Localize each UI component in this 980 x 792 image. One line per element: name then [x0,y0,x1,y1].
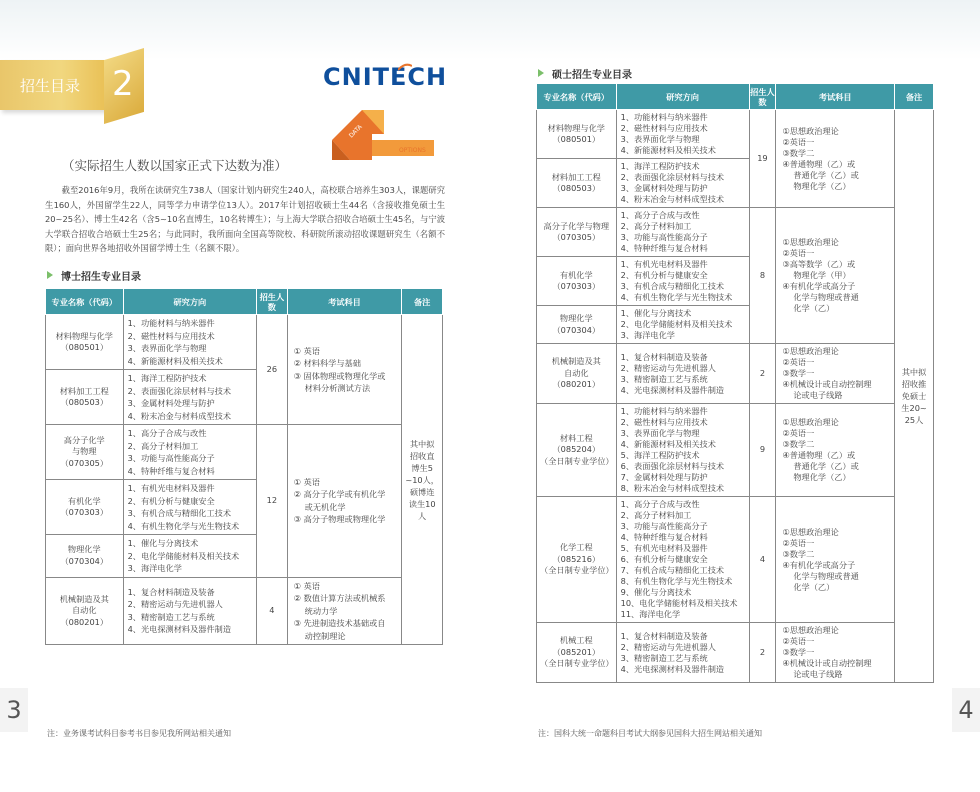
exam-subject-item: ①思想政治理论 [782,526,839,537]
research-direction-cell [616,159,749,208]
enrollment-count-cell: 8 [749,208,776,344]
cnitech-logo: CNITECH [323,63,448,91]
major-name-cell [46,480,124,535]
major-name-cell [537,110,617,159]
research-direction-item: 3、海洋电化学 [127,563,182,573]
major-name-line: 机械工程 [559,635,593,646]
research-direction-item: 10、电化学储能材料及相关技术 [620,598,738,608]
exam-subject-item: ④普通物理（乙）或 [782,450,856,460]
research-direction-cell [616,306,749,344]
exam-subject-item: 或无机化学 [304,501,346,512]
logo-swoosh-icon [398,63,412,71]
exam-subjects-cell [287,315,402,425]
research-direction-item: 1、高分子合成与改性 [127,428,207,438]
major-name-line: （080503） [60,397,109,407]
phd-section-title [47,268,141,283]
page-number-right: 4 [952,688,980,732]
major-name-line: （080501） [60,342,109,352]
major-name-line: 机械制造及其 [59,593,109,604]
major-name-line: 化学工程 [559,542,593,553]
research-direction-cell [123,535,257,578]
exam-subject-item: ④机械设计或自动控制理 [782,379,872,389]
phd-section-title-text: 博士招生专业目录 [61,272,141,283]
research-direction-item: 3、金属材料处理与防护 [620,183,708,193]
exam-subjects-cell [776,110,895,208]
major-name-line: 物理化学 [559,313,593,323]
col-header-direction: 研究方向 [616,84,749,110]
research-direction-cell [616,497,749,623]
exam-subject-item: ①思想政治理论 [782,417,839,427]
exam-subject-item: ③高等数学（乙）或 [782,259,856,269]
research-direction-cell [123,425,257,480]
research-direction-item: 4、光电探测材料及器件制造 [127,624,232,635]
data-options-arrow-graphic [322,100,452,175]
exam-subject-item: ③ 固体物理或物理化学或 [293,370,386,381]
enrollment-count-cell: 12 [257,425,288,578]
research-direction-item: 1、海洋工程防护技术 [620,161,700,171]
major-name-line: （070304） [552,324,601,335]
exam-subject-item: ③数学二 [782,548,815,559]
exam-subject-item: ③ 先进制造技术基础或自 [293,618,386,628]
research-direction-item: 11、海洋电化学 [620,609,681,619]
table-row [46,425,443,480]
exam-subjects-cell [776,404,895,497]
research-direction-item: 3、有机合成与精细化工技术 [127,508,232,518]
exam-subject-item: ②英语一 [782,248,815,258]
remark-line: 其中拟 [901,367,927,377]
major-name-line: 材料工程 [559,432,593,443]
col-header-exam: 考试科目 [287,289,402,315]
page-subtitle: （实际招生人数以国家正式下达数为准） [62,158,288,173]
major-name-cell [46,577,124,645]
remark-line: 读生10 [408,498,436,509]
major-name-cell [537,404,617,497]
section-tag-label: 招生目录 [20,77,81,95]
master-section-title [538,66,632,81]
research-direction-item: 3、精密制造工艺与系统 [620,373,708,384]
exam-subjects-cell [287,577,402,645]
exam-subject-item: ④有机化学或高分子 [782,559,856,570]
research-direction-item: 3、金属材料处理与防护 [127,398,215,408]
col-header-note: 备注 [895,84,934,110]
major-name-line: 有机化学 [559,269,593,280]
exam-subject-item: 物理化学（乙） [793,472,851,482]
phd-catalog-table [45,288,443,645]
major-name-line: 有机化学 [67,495,101,506]
research-direction-item: 1、功能材料与纳米器件 [620,406,708,416]
research-direction-item: 2、精密运动与先进机器人 [127,599,223,610]
master-section-title-text: 硕士招生专业目录 [552,70,632,81]
exam-subject-item: ① 英语 [293,345,320,356]
major-name-line: （085201） [552,646,601,657]
major-name-cell [537,257,617,306]
major-name-line: （全日制专业学位） [540,565,614,576]
table-row [537,623,934,683]
major-name-line: 材料加工工程 [59,385,109,396]
remark-line: 人 [418,510,427,521]
research-direction-item: 8、粉末冶金与材料成型技术 [620,483,725,493]
research-direction-cell [616,344,749,404]
research-direction-item: 3、功能与高性能高分子 [620,521,708,531]
major-name-cell [537,497,617,623]
major-name-line: 自动化 [564,367,589,378]
research-direction-item: 6、表面强化涂层材料与技术 [620,461,725,471]
major-name-line: 高分子化学 [63,434,105,445]
table-row [537,110,934,159]
research-direction-item: 3、海洋电化学 [620,330,675,340]
research-direction-item: 7、有机合成与精细化工技术 [620,565,725,575]
research-direction-item: 1、有机光电材料及器件 [127,483,215,493]
research-direction-item: 1、高分子合成与改性 [620,210,700,220]
exam-subject-item: ①思想政治理论 [782,125,839,136]
research-direction-item: 5、有机光电材料及器件 [620,543,708,553]
major-name-line: （080501） [552,134,601,144]
exam-subject-item: ④普通物理（乙）或 [782,158,856,169]
major-name-cell [537,208,617,257]
col-header-exam: 考试科目 [776,84,895,110]
research-direction-cell [616,257,749,306]
exam-subject-item: ③数学二 [782,147,815,158]
exam-subject-item: 化学与物理或普通 [793,570,859,581]
exam-subjects-cell [287,425,402,578]
exam-subject-item: 统动力学 [304,605,338,616]
exam-subjects-cell [776,208,895,344]
major-name-line: （070303） [552,281,601,291]
exam-subject-item: ④有机化学或高分子 [782,281,856,291]
exam-subject-item: 物理化学（甲） [793,270,851,280]
research-direction-item: 2、磁性材料与应用技术 [620,417,708,427]
research-direction-item: 1、复合材料制造及装备 [620,630,708,641]
major-name-cell [46,370,124,425]
major-name-line: 物理化学 [67,544,101,555]
major-name-line: （080201） [552,379,601,390]
remark-line: 招收推 [901,379,927,389]
major-name-cell [537,159,617,208]
research-direction-cell [123,480,257,535]
research-direction-item: 3、精密制造工艺与系统 [127,611,215,622]
exam-subject-item: ① 英语 [293,580,320,591]
remark-line: 其中拟 [409,438,435,449]
exam-subject-item: ②英语一 [782,636,815,646]
major-name-cell [46,535,124,578]
research-direction-item: 3、表界面化学与物理 [620,428,700,438]
enrollment-count-cell: 2 [749,344,776,404]
exam-subject-item: 化学（乙） [793,303,835,313]
phd-footnote: 注：业务课考试科目参考书目参见我所网站相关通知 [47,729,231,738]
research-direction-item: 4、新能源材料及相关技术 [127,355,223,366]
exam-subject-item: 化学（乙） [793,581,835,592]
exam-subject-item: 化学与物理或普通 [793,292,859,302]
phd-table-header-row [46,289,443,315]
major-name-line: （070304） [60,555,109,566]
col-header-count: 招生人数 [257,289,288,315]
major-name-line: （085216） [552,553,601,564]
major-name-line: 材料物理与化学 [55,330,113,341]
remarks-cell [402,315,443,645]
research-direction-item: 1、功能材料与纳米器件 [620,112,708,122]
research-direction-item: 4、特种纤维与复合材料 [620,532,708,542]
remark-line: 25人 [904,415,924,425]
research-direction-item: 1、复合材料制造及装备 [620,351,708,362]
exam-subject-item: ④机械设计或自动控制理 [782,658,872,668]
intro-paragraph: 截至2016年9月，我所在读研究生738人（国家计划内研究生240人，高校联合培养生303人，课题研究生160人，外国留学生22人，同等学力申请学位13人）。2017年计划招收硕士生44名（含接收推免硕士生20~25名）、博士生42名（含5~10名直博生，10名转博生）；与上海大学联合招收合培硕士生45名，与宁波大学联合招收合培硕士生25名；与此同时，我所面向全国高等院校、科研院所滚动招收课题研究生（名额不限）；面向世界各地招收外国留学博士生（名额不限）。 [45,185,445,253]
major-name-cell [537,623,617,683]
research-direction-item: 2、精密运动与先进机器人 [620,362,716,373]
table-row [46,577,443,645]
research-direction-item: 2、有机分析与健康安全 [620,270,708,280]
research-direction-cell [123,577,257,645]
research-direction-item: 2、表面强化涂层材料与技术 [620,172,725,182]
section-tag-number: 2 [112,64,134,104]
remark-line: 免硕士 [901,391,927,401]
research-direction-item: 4、粉末冶金与材料成型技术 [127,410,232,421]
major-name-line: 机械制造及其 [551,356,601,367]
col-header-direction: 研究方向 [123,289,257,315]
major-name-line: 与物理 [71,446,97,457]
research-direction-item: 4、光电探测材料及器件制造 [620,384,725,395]
exam-subject-item: 论或电子线路 [793,390,843,400]
research-direction-item: 2、高分子材料加工 [620,221,692,231]
major-name-line: 自动化 [71,605,97,615]
research-direction-item: 4、新能源材料及相关技术 [620,145,716,155]
remark-line: 硕博连 [409,486,435,497]
major-name-line: （070305） [552,232,601,242]
major-name-line: （070303） [60,507,109,517]
page-number-left: 3 [0,688,28,732]
research-direction-item: 4、新能源材料及相关技术 [620,439,716,449]
research-direction-item: 9、催化与分离技术 [620,587,692,597]
research-direction-item: 3、精密制造工艺与系统 [620,652,708,663]
research-direction-item: 1、海洋工程防护技术 [127,373,207,383]
remark-line: 博生5 [411,462,433,473]
research-direction-item: 7、金属材料处理与防护 [620,472,708,482]
enrollment-count-cell: 19 [749,110,776,208]
major-name-cell [46,425,124,480]
exam-subjects-cell [776,623,895,683]
remark-line: 招收直 [409,450,435,461]
research-direction-item: 2、有机分析与健康安全 [127,495,215,506]
research-direction-cell [616,110,749,159]
exam-subject-item: 材料分析测试方法 [304,383,371,393]
exam-subject-item: ① 英语 [293,476,320,487]
exam-subject-item: 论或电子线路 [793,669,843,679]
major-name-line: （070305） [60,457,109,468]
exam-subject-item: ①思想政治理论 [782,237,839,247]
exam-subject-item: ③ 高分子物理或物理化学 [293,514,386,525]
exam-subject-item: 普通化学（乙）或 [793,461,859,471]
major-name-cell [537,306,617,344]
master-catalog-table [536,83,934,683]
col-header-major: 专业名称（代码） [46,289,124,315]
major-name-line: （全日制专业学位） [540,658,614,669]
exam-subjects-cell [776,344,895,404]
exam-subject-item: 普通化学（乙）或 [793,169,859,180]
table-row [537,344,934,404]
enrollment-count-cell: 26 [257,315,288,425]
research-direction-item: 4、特种纤维与复合材料 [127,465,215,476]
bullet-triangle-icon [538,69,544,77]
table-row [537,208,934,257]
exam-subject-item: ② 材料科学与基础 [293,358,361,368]
research-direction-item: 3、有机合成与精细化工技术 [620,281,725,291]
research-direction-item: 1、功能材料与纳米器件 [127,318,215,328]
research-direction-cell [616,404,749,497]
table-row [537,404,934,497]
research-direction-item: 8、有机生物化学与光生物技术 [620,576,733,586]
col-header-count: 招生人数 [749,84,776,110]
research-direction-item: 4、光电探测材料及器件制造 [620,663,725,674]
research-direction-item: 3、表界面化学与物理 [127,343,207,353]
research-direction-item: 2、磁性材料与应用技术 [620,123,708,133]
col-header-major: 专业名称（代码） [537,84,617,110]
exam-subject-item: ①思想政治理论 [782,625,839,635]
remarks-cell [895,110,934,683]
exam-subject-item: ③数学二 [782,439,815,449]
arrow-label-data: DATA [347,123,364,140]
research-direction-item: 1、复合材料制造及装备 [127,586,215,597]
remark-line: ~10人， [405,474,439,485]
remark-line: 生20~ [901,403,927,413]
research-direction-item: 4、特种纤维与复合材料 [620,243,708,253]
major-name-line: （080201） [60,616,109,627]
exam-subject-item: ②英语一 [782,537,815,548]
arrow-decoration-icon [322,100,452,175]
research-direction-item: 1、有机光电材料及器件 [620,259,708,269]
bullet-triangle-icon [47,271,53,279]
exam-subjects-cell [776,497,895,623]
master-table-header-row [537,84,934,110]
research-direction-item: 4、粉末冶金与材料成型技术 [620,194,725,204]
research-direction-item: 2、表面强化涂层材料与技术 [127,385,232,396]
research-direction-item: 3、功能与高性能高分子 [127,453,215,463]
table-row [537,497,934,623]
section-tag [0,48,148,128]
research-direction-item: 2、电化学储能材料及相关技术 [127,550,240,561]
research-direction-cell [123,315,257,370]
master-footnote: 注：国科大统一命题科目考试大纲参见国科大招生网站相关通知 [538,729,762,738]
major-name-line: （085204） [552,444,601,455]
research-direction-item: 4、有机生物化学与光生物技术 [127,520,240,531]
research-direction-item: 3、表界面化学与物理 [620,134,700,144]
research-direction-cell [616,623,749,683]
major-name-cell [46,315,124,370]
table-row [46,315,443,370]
enrollment-count-cell: 9 [749,404,776,497]
enrollment-count-cell: 2 [749,623,776,683]
research-direction-item: 1、催化与分离技术 [620,308,692,318]
research-direction-item: 5、海洋工程防护技术 [620,450,700,460]
research-direction-item: 1、高分子合成与改性 [620,499,700,509]
research-direction-item: 2、高分子材料加工 [127,440,199,451]
research-direction-item: 2、电化学储能材料及相关技术 [620,319,733,329]
research-direction-item: 2、精密运动与先进机器人 [620,641,716,652]
major-name-line: （080503） [552,183,601,193]
exam-subject-item: ③数学一 [782,368,815,378]
major-name-line: 材料物理与化学 [547,122,605,133]
exam-subject-item: ②英语一 [782,136,815,147]
research-direction-cell [616,208,749,257]
enrollment-count-cell: 4 [749,497,776,623]
exam-subject-item: 动控制理论 [304,630,346,641]
exam-subject-item: 物理化学（乙） [793,180,851,191]
research-direction-item: 4、有机生物化学与光生物技术 [620,292,733,302]
major-name-line: 材料加工工程 [551,171,601,182]
research-direction-item: 6、有机分析与健康安全 [620,554,708,564]
research-direction-item: 2、磁性材料与应用技术 [127,330,215,341]
research-direction-item: 3、功能与高性能高分子 [620,232,708,242]
research-direction-item: 2、高分子材料加工 [620,510,692,520]
exam-subject-item: ② 高分子化学或有机化学 [293,489,386,500]
exam-subject-item: ②英语一 [782,357,815,367]
exam-subject-item: ③数学一 [782,647,815,657]
enrollment-count-cell: 4 [257,577,288,645]
research-direction-cell [123,370,257,425]
exam-subject-item: ② 数值计算方法或机械系 [293,593,386,603]
arrow-label-options: OPTIONS [399,147,426,154]
research-direction-item: 1、催化与分离技术 [127,538,199,548]
major-name-line: （全日制专业学位） [540,455,614,466]
exam-subject-item: ①思想政治理论 [782,346,839,356]
major-name-cell [537,344,617,404]
major-name-line: 高分子化学与物理 [543,220,610,231]
exam-subject-item: ②英语一 [782,428,815,438]
col-header-note: 备注 [402,289,443,315]
